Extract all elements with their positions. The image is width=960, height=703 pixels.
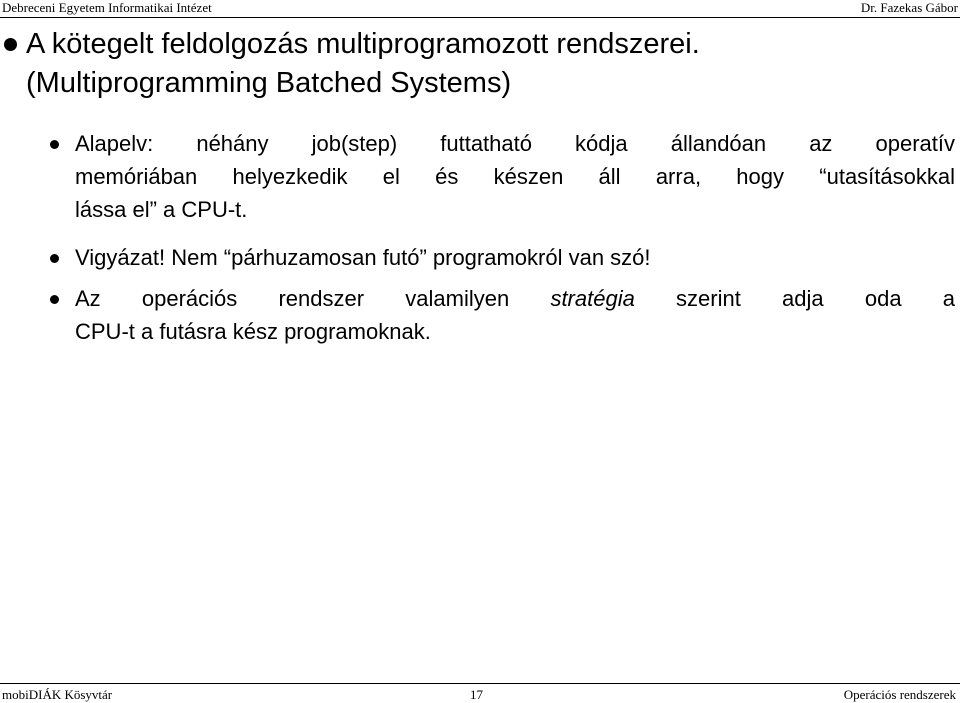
bullet-text xyxy=(75,282,955,348)
page-number: 17 xyxy=(470,687,483,702)
bullet-text xyxy=(75,127,955,226)
page-header xyxy=(0,0,960,20)
bullet-line: lássa el” a CPU-t. xyxy=(75,197,248,222)
bullet-line-part: Az operációs rendszer valamilyen xyxy=(75,286,551,311)
bullet-line: Vigyázat! Nem “párhuzamosan futó” programokról van szó! xyxy=(75,245,651,270)
bullet-line: Alapelv: néhány job(step) futtatható kódja állandóan az operatív xyxy=(75,131,955,156)
emphasis-strategy: stratégia xyxy=(550,286,635,311)
footer-course: Operációs rendszerek xyxy=(843,687,956,702)
bullet-icon xyxy=(50,140,59,149)
title-line-2: (Multiprogramming Batched Systems) xyxy=(26,67,512,99)
bullet-line-part: szerint adja oda a xyxy=(634,286,955,311)
header-author: Dr. Fazekas Gábor xyxy=(860,0,958,15)
title-bullet-icon xyxy=(4,38,17,51)
title-text xyxy=(26,25,726,103)
bullet-line xyxy=(75,282,955,315)
title-line-1: A kötegelt feldolgozás multiprogramozott rendszerei. xyxy=(26,28,700,60)
bullet-line: memóriában helyezkedik el és készen áll arra, hogy “utasításokkal xyxy=(75,164,955,189)
header-rule xyxy=(0,17,960,18)
page-footer xyxy=(0,682,960,703)
bullet-icon xyxy=(50,295,59,304)
bullet-text xyxy=(75,241,955,274)
footer-library: mobiDIÁK Kösyvtár xyxy=(2,687,113,702)
footer-rule xyxy=(0,683,960,684)
header-institution: Debreceni Egyetem Informatikai Intézet xyxy=(2,0,212,15)
bullet-icon xyxy=(50,254,59,263)
bullet-line: CPU-t a futásra kész programoknak. xyxy=(75,319,431,344)
